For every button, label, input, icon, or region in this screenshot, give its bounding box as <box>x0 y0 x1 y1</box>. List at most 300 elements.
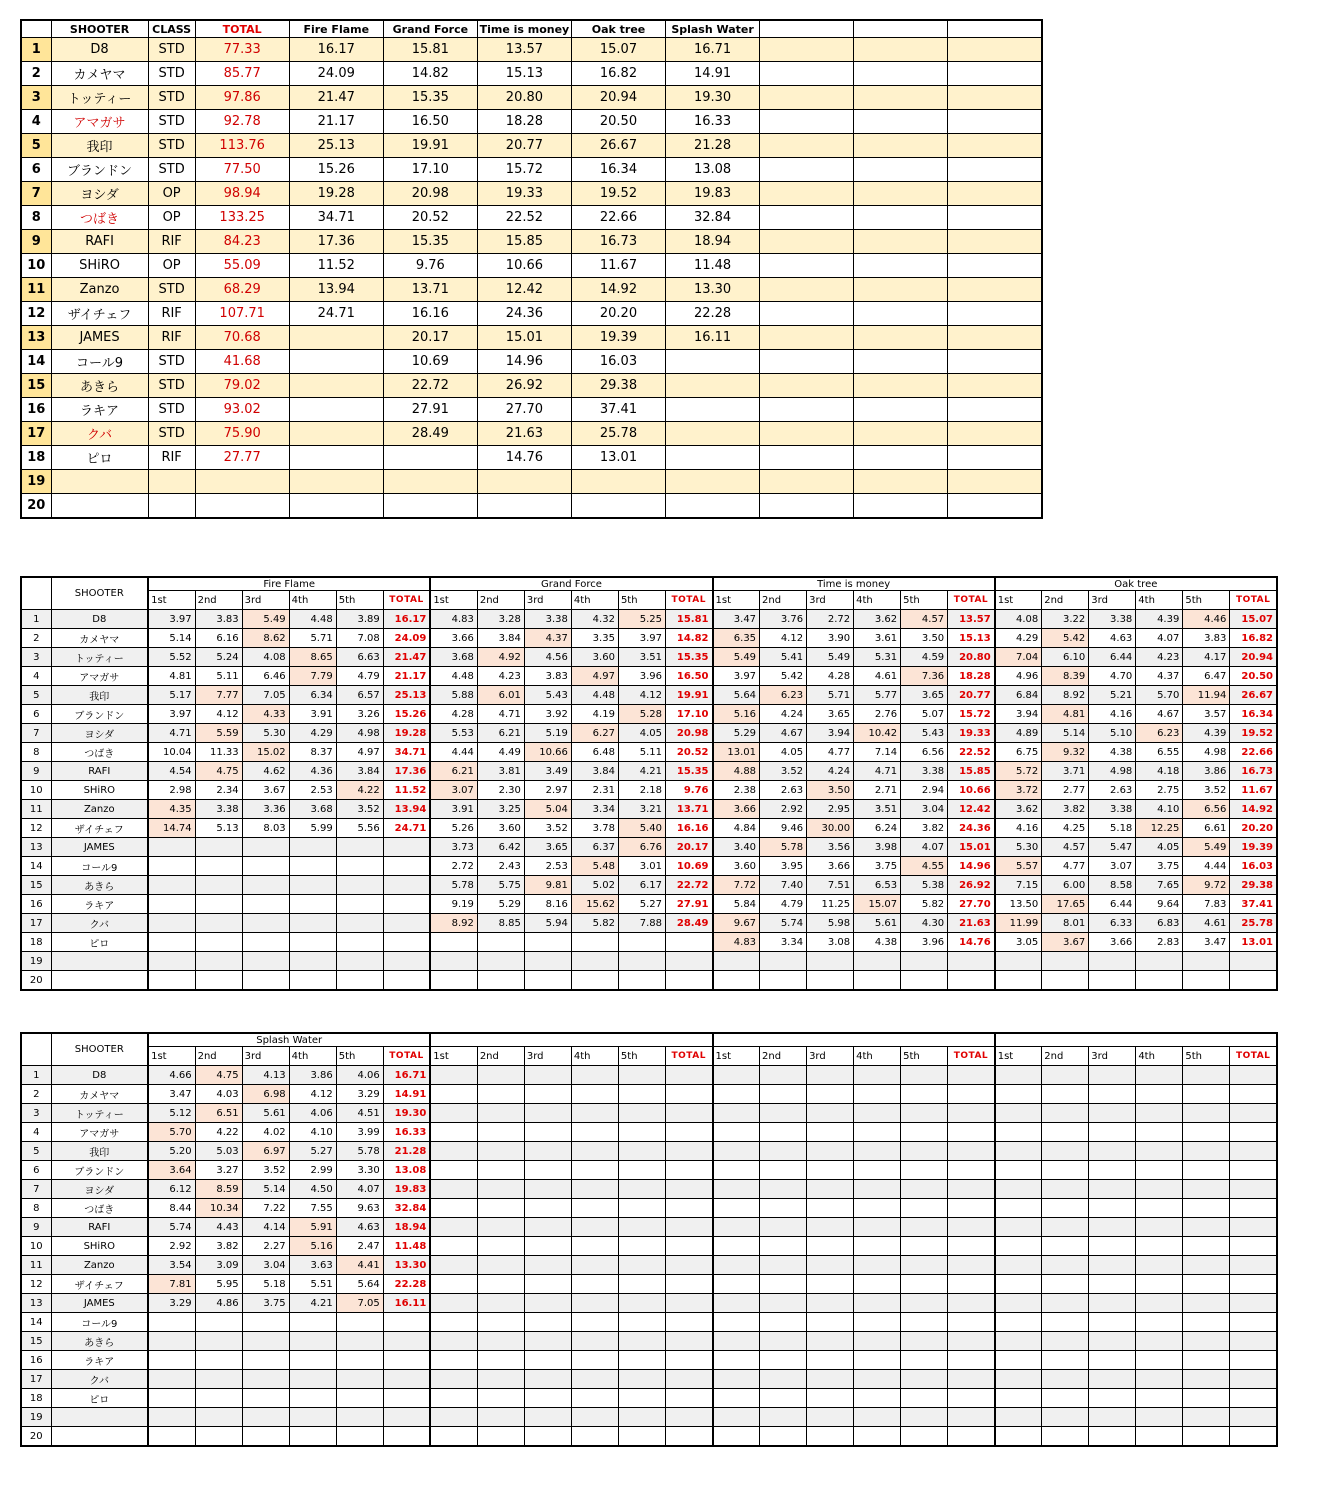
run-time <box>336 1370 383 1389</box>
run-time: 5.74 <box>760 914 807 933</box>
run-time <box>760 1104 807 1123</box>
run-time: 4.48 <box>571 686 618 705</box>
run-time: 3.97 <box>713 667 760 686</box>
run-time: 2.92 <box>760 800 807 819</box>
run-time <box>524 1313 571 1332</box>
summary-stage-time: 20.20 <box>571 302 665 326</box>
detail-shooter-name: D8 <box>51 1066 148 1085</box>
run-time <box>1042 971 1089 991</box>
run-time <box>289 1408 336 1427</box>
run-time: 5.91 <box>289 1218 336 1237</box>
detail-row <box>21 610 1277 629</box>
run-time <box>430 1161 477 1180</box>
run-time: 9.46 <box>760 819 807 838</box>
run-time <box>477 1237 524 1256</box>
run-time <box>524 1237 571 1256</box>
run-time: 3.38 <box>524 610 571 629</box>
stage-total <box>1230 971 1277 991</box>
run-time: 4.21 <box>618 762 665 781</box>
summary-empty-cell <box>948 86 1042 110</box>
summary-stage-time <box>477 494 571 519</box>
run-time: 11.25 <box>807 895 854 914</box>
stage-total <box>665 1066 712 1085</box>
stage-total: 20.77 <box>948 686 995 705</box>
run-time: 6.55 <box>1136 743 1183 762</box>
run-time <box>618 1161 665 1180</box>
detail-row-number: 15 <box>21 1332 51 1351</box>
run-time: 3.86 <box>1183 762 1230 781</box>
run-time: 5.27 <box>289 1142 336 1161</box>
run-time: 8.39 <box>1042 667 1089 686</box>
run-time: 4.05 <box>618 724 665 743</box>
run-time <box>901 1066 948 1085</box>
run-time: 5.18 <box>1089 819 1136 838</box>
summary-class: STD <box>148 278 195 302</box>
run-time: 8.65 <box>289 648 336 667</box>
run-time <box>618 1408 665 1427</box>
run-time: 5.42 <box>1042 629 1089 648</box>
run-label: 1st <box>430 1047 477 1066</box>
run-time: 3.84 <box>571 762 618 781</box>
run-label: 5th <box>618 1047 665 1066</box>
summary-stage-time: 37.41 <box>571 398 665 422</box>
stage-total: 16.33 <box>383 1123 430 1142</box>
summary-stage-time: 14.76 <box>477 446 571 470</box>
run-time <box>524 1370 571 1389</box>
run-time: 5.82 <box>901 895 948 914</box>
stage-total: 14.96 <box>948 857 995 876</box>
stage-total <box>1230 1370 1277 1389</box>
run-time <box>1183 1389 1230 1408</box>
summary-stage-time: 11.67 <box>571 254 665 278</box>
run-time <box>854 1313 901 1332</box>
run-time: 6.84 <box>995 686 1042 705</box>
run-time: 4.05 <box>1136 838 1183 857</box>
run-time <box>148 1332 195 1351</box>
run-time: 6.37 <box>571 838 618 857</box>
summary-row-number: 16 <box>21 398 51 422</box>
summary-stage-time: 13.57 <box>477 38 571 62</box>
run-time <box>1089 1389 1136 1408</box>
run-time <box>524 952 571 971</box>
run-time: 4.66 <box>148 1066 195 1085</box>
run-time: 7.22 <box>242 1199 289 1218</box>
summary-total: 113.76 <box>195 134 289 158</box>
stage-total <box>948 952 995 971</box>
detail-shooter-name: クバ <box>51 914 148 933</box>
detail-shooter-name: ザイチェフ <box>51 1275 148 1294</box>
run-time: 6.53 <box>854 876 901 895</box>
run-time: 6.21 <box>477 724 524 743</box>
run-time <box>618 952 665 971</box>
run-time <box>1089 1256 1136 1275</box>
run-time <box>618 1332 665 1351</box>
run-time: 3.27 <box>195 1161 242 1180</box>
summary-shooter-name: ヨシダ <box>51 182 148 206</box>
run-time: 5.10 <box>1089 724 1136 743</box>
run-time: 8.92 <box>430 914 477 933</box>
detail-row-number: 12 <box>21 1275 51 1294</box>
summary-row-number: 15 <box>21 374 51 398</box>
detail-shooter-name <box>51 1427 148 1447</box>
detail-row <box>21 1085 1277 1104</box>
run-time <box>760 952 807 971</box>
stage-total-label: TOTAL <box>383 591 430 610</box>
run-time: 3.30 <box>336 1161 383 1180</box>
detail-row <box>21 876 1277 895</box>
stage-total <box>948 1180 995 1199</box>
run-time: 3.96 <box>618 667 665 686</box>
run-time <box>854 1161 901 1180</box>
run-time <box>618 1351 665 1370</box>
summary-empty-cell <box>854 134 948 158</box>
run-time <box>995 1237 1042 1256</box>
detail-shooter-name: アマガサ <box>51 1123 148 1142</box>
run-time: 2.72 <box>807 610 854 629</box>
summary-stage-time: 26.67 <box>571 134 665 158</box>
detail-shooter-name: ラキア <box>51 1351 148 1370</box>
stage-total <box>383 1408 430 1427</box>
run-time: 3.65 <box>807 705 854 724</box>
run-time <box>289 952 336 971</box>
run-time <box>195 971 242 991</box>
stage-total: 15.26 <box>383 705 430 724</box>
run-time <box>148 933 195 952</box>
run-time <box>430 1370 477 1389</box>
run-time <box>430 971 477 991</box>
stage-total: 20.50 <box>1230 667 1277 686</box>
detail-row <box>21 933 1277 952</box>
stage-total: 15.35 <box>665 762 712 781</box>
summary-empty-cell <box>948 302 1042 326</box>
run-time <box>1136 1408 1183 1427</box>
stage-total <box>665 952 712 971</box>
run-time <box>430 1427 477 1447</box>
stage-total-label: TOTAL <box>948 591 995 610</box>
stage-total <box>1230 1123 1277 1142</box>
stage-total: 14.92 <box>1230 800 1277 819</box>
stage-total <box>383 952 430 971</box>
summary-empty-cell <box>854 182 948 206</box>
run-time <box>807 1256 854 1275</box>
run-time <box>336 1351 383 1370</box>
run-time: 4.10 <box>1136 800 1183 819</box>
run-time <box>1089 1218 1136 1237</box>
summary-empty-cell <box>760 374 854 398</box>
stage-total <box>665 1351 712 1370</box>
run-time: 7.05 <box>242 686 289 705</box>
stage-total: 15.81 <box>665 610 712 629</box>
run-time <box>242 1389 289 1408</box>
run-time: 10.42 <box>854 724 901 743</box>
summary-total: 97.86 <box>195 86 289 110</box>
stage-total <box>948 1256 995 1275</box>
stage-total <box>383 1389 430 1408</box>
summary-stage-time: 20.52 <box>383 206 477 230</box>
stage-total <box>1230 1256 1277 1275</box>
run-time: 3.84 <box>477 629 524 648</box>
run-time: 4.51 <box>336 1104 383 1123</box>
run-time: 4.75 <box>195 762 242 781</box>
detail-shooter-name: D8 <box>51 610 148 629</box>
run-time <box>618 1180 665 1199</box>
run-time <box>524 1142 571 1161</box>
run-time: 2.92 <box>148 1237 195 1256</box>
run-time: 4.21 <box>289 1294 336 1313</box>
run-time <box>289 1389 336 1408</box>
summary-class: STD <box>148 86 195 110</box>
detail-row-number: 20 <box>21 1427 51 1447</box>
summary-shooter-name: あきら <box>51 374 148 398</box>
run-time: 13.01 <box>713 743 760 762</box>
summary-stage-time <box>383 446 477 470</box>
run-time <box>195 1370 242 1389</box>
stage-total <box>665 1218 712 1237</box>
summary-empty-cell <box>854 446 948 470</box>
run-time: 2.83 <box>1136 933 1183 952</box>
stage-total: 22.52 <box>948 743 995 762</box>
run-time <box>430 1123 477 1142</box>
stage-total: 32.84 <box>383 1199 430 1218</box>
run-time: 4.96 <box>995 667 1042 686</box>
run-time <box>571 1142 618 1161</box>
run-time <box>1136 971 1183 991</box>
run-label: 4th <box>571 1047 618 1066</box>
run-time <box>336 895 383 914</box>
run-time <box>1183 1256 1230 1275</box>
run-time: 4.81 <box>148 667 195 686</box>
run-time: 5.82 <box>571 914 618 933</box>
summary-empty-cell <box>760 182 854 206</box>
run-time <box>242 952 289 971</box>
run-time: 9.67 <box>713 914 760 933</box>
run-time: 5.03 <box>195 1142 242 1161</box>
summary-empty-cell <box>854 422 948 446</box>
run-time <box>242 1370 289 1389</box>
stage-total: 20.94 <box>1230 648 1277 667</box>
run-time <box>807 952 854 971</box>
run-label: 4th <box>289 1047 336 1066</box>
run-time: 11.33 <box>195 743 242 762</box>
run-time: 4.92 <box>477 648 524 667</box>
run-time: 2.63 <box>1089 781 1136 800</box>
summary-empty-cell <box>760 350 854 374</box>
stage-total: 19.30 <box>383 1104 430 1123</box>
summary-header-cell: Time is money <box>477 20 571 38</box>
run-time: 15.62 <box>571 895 618 914</box>
run-time <box>1089 952 1136 971</box>
run-time: 5.20 <box>148 1142 195 1161</box>
stage-total <box>1230 1199 1277 1218</box>
stage-total <box>1230 1104 1277 1123</box>
run-time <box>477 1199 524 1218</box>
stage-detail-table-1 <box>20 576 1278 991</box>
run-time <box>430 1199 477 1218</box>
summary-stage-time: 16.50 <box>383 110 477 134</box>
run-time: 12.25 <box>1136 819 1183 838</box>
run-time: 3.96 <box>901 933 948 952</box>
run-time <box>854 1123 901 1142</box>
run-time <box>807 1085 854 1104</box>
summary-header-cell: Fire Flame <box>289 20 383 38</box>
run-time: 4.24 <box>760 705 807 724</box>
stage-total: 19.28 <box>383 724 430 743</box>
run-time <box>901 1408 948 1427</box>
detail-row-number: 10 <box>21 1237 51 1256</box>
run-time: 5.84 <box>713 895 760 914</box>
run-time <box>289 876 336 895</box>
run-time <box>1089 971 1136 991</box>
detail-row-number: 8 <box>21 743 51 762</box>
run-label: 2nd <box>760 591 807 610</box>
run-time: 3.52 <box>760 762 807 781</box>
run-time <box>995 1313 1042 1332</box>
run-time: 3.75 <box>854 857 901 876</box>
run-time: 2.18 <box>618 781 665 800</box>
summary-class: STD <box>148 38 195 62</box>
run-time: 3.35 <box>571 629 618 648</box>
summary-empty-cell <box>854 86 948 110</box>
run-time <box>807 1427 854 1447</box>
summary-stage-time: 22.28 <box>666 302 760 326</box>
stage-total <box>665 1389 712 1408</box>
run-time: 4.98 <box>1183 743 1230 762</box>
stage-total <box>665 933 712 952</box>
run-time <box>430 1332 477 1351</box>
summary-empty-cell <box>760 206 854 230</box>
run-time: 6.10 <box>1042 648 1089 667</box>
summary-stage-time: 13.01 <box>571 446 665 470</box>
detail-row <box>21 762 1277 781</box>
summary-total: 84.23 <box>195 230 289 254</box>
run-time: 5.74 <box>148 1218 195 1237</box>
run-time: 2.34 <box>195 781 242 800</box>
run-time: 2.76 <box>854 705 901 724</box>
summary-stage-time: 15.81 <box>383 38 477 62</box>
run-time: 5.99 <box>289 819 336 838</box>
summary-shooter-name: Zanzo <box>51 278 148 302</box>
run-time <box>1183 1408 1230 1427</box>
run-label: 2nd <box>477 591 524 610</box>
run-time: 4.12 <box>195 705 242 724</box>
run-time: 4.61 <box>1183 914 1230 933</box>
run-time <box>571 1161 618 1180</box>
run-time: 5.98 <box>807 914 854 933</box>
run-time: 3.66 <box>713 800 760 819</box>
detail-row <box>21 1294 1277 1313</box>
run-time: 4.03 <box>195 1085 242 1104</box>
summary-stage-time: 15.07 <box>571 38 665 62</box>
stage-total: 24.09 <box>383 629 430 648</box>
run-time: 4.62 <box>242 762 289 781</box>
stage-total <box>383 1427 430 1447</box>
run-time: 5.49 <box>1183 838 1230 857</box>
summary-row-number: 18 <box>21 446 51 470</box>
run-time <box>477 1351 524 1370</box>
stage-total <box>1230 1294 1277 1313</box>
run-label: 2nd <box>195 1047 242 1066</box>
run-time: 3.52 <box>524 819 571 838</box>
summary-stage-time <box>289 470 383 494</box>
run-time: 5.51 <box>289 1275 336 1294</box>
run-time: 3.36 <box>242 800 289 819</box>
stage-total: 18.28 <box>948 667 995 686</box>
run-time <box>1183 971 1230 991</box>
run-time: 3.72 <box>995 781 1042 800</box>
summary-empty-cell <box>854 374 948 398</box>
run-time <box>760 1218 807 1237</box>
summary-stage-time: 14.91 <box>666 62 760 86</box>
run-time: 4.48 <box>289 610 336 629</box>
stage-total <box>948 1199 995 1218</box>
run-time: 6.57 <box>336 686 383 705</box>
run-label: 1st <box>713 1047 760 1066</box>
run-time: 7.81 <box>148 1275 195 1294</box>
summary-row <box>21 350 1042 374</box>
run-time <box>571 933 618 952</box>
run-time: 5.11 <box>618 743 665 762</box>
run-label: 1st <box>995 1047 1042 1066</box>
summary-stage-time <box>289 326 383 350</box>
run-time: 5.43 <box>901 724 948 743</box>
stage-total: 21.17 <box>383 667 430 686</box>
run-time: 6.83 <box>1136 914 1183 933</box>
stage-total <box>665 1294 712 1313</box>
run-time: 6.12 <box>148 1180 195 1199</box>
run-time: 6.48 <box>571 743 618 762</box>
run-time: 4.97 <box>336 743 383 762</box>
run-time: 5.11 <box>195 667 242 686</box>
summary-stage-time <box>289 446 383 470</box>
run-time <box>242 876 289 895</box>
detail-row <box>21 1427 1277 1447</box>
run-time <box>571 1237 618 1256</box>
run-time: 4.39 <box>1136 610 1183 629</box>
detail-row <box>21 895 1277 914</box>
summary-row <box>21 206 1042 230</box>
run-time <box>430 1275 477 1294</box>
stage-total <box>1230 1351 1277 1370</box>
summary-row-number: 11 <box>21 278 51 302</box>
summary-stage-time: 15.85 <box>477 230 571 254</box>
summary-stage-time: 13.71 <box>383 278 477 302</box>
summary-stage-time: 24.36 <box>477 302 571 326</box>
run-time: 7.36 <box>901 667 948 686</box>
stage-total <box>1230 1085 1277 1104</box>
detail-shooter-name: RAFI <box>51 762 148 781</box>
run-time: 7.65 <box>1136 876 1183 895</box>
summary-empty-cell <box>948 326 1042 350</box>
run-time <box>524 1161 571 1180</box>
detail-row <box>21 667 1277 686</box>
run-time <box>618 1389 665 1408</box>
stage-total <box>948 1370 995 1389</box>
detail-row-number: 14 <box>21 857 51 876</box>
summary-stage-time <box>289 350 383 374</box>
stage-total: 9.76 <box>665 781 712 800</box>
summary-empty-cell <box>948 374 1042 398</box>
run-time <box>713 1123 760 1142</box>
run-time: 5.24 <box>195 648 242 667</box>
summary-shooter-name: アマガサ <box>51 110 148 134</box>
summary-empty-cell <box>760 38 854 62</box>
run-time <box>760 1142 807 1161</box>
run-time: 3.61 <box>854 629 901 648</box>
stage-total <box>948 1313 995 1332</box>
summary-class: STD <box>148 110 195 134</box>
run-time: 5.40 <box>618 819 665 838</box>
stage-total: 24.36 <box>948 819 995 838</box>
